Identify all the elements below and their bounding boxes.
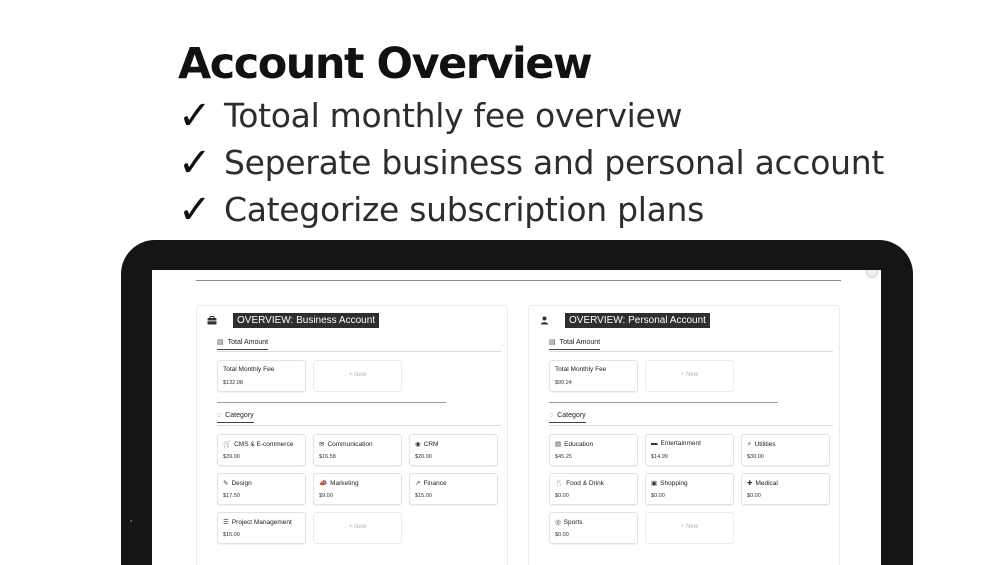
- category-value: $0.00: [555, 532, 569, 538]
- mail-icon: ✉: [319, 441, 325, 448]
- category-name: Project Management: [231, 518, 292, 526]
- document-icon: ▤: [217, 339, 224, 346]
- new-label: + New: [680, 372, 699, 378]
- category-name: Finance: [423, 479, 447, 487]
- total-monthly-fee-card[interactable]: [217, 360, 306, 392]
- check-icon: ✓: [178, 92, 212, 139]
- category-card-cms-ecommerce[interactable]: [217, 434, 306, 466]
- new-card-button[interactable]: [313, 360, 402, 392]
- panel-header: [537, 313, 710, 328]
- category-card-education[interactable]: [549, 434, 638, 466]
- headline: [178, 38, 884, 233]
- feature-text: Categorize subscription plans: [224, 190, 705, 229]
- category-card-marketing[interactable]: [313, 473, 402, 505]
- category-name: CMS & E-commerce: [234, 440, 294, 448]
- check-icon: ✓: [178, 186, 212, 233]
- briefcase-icon: [205, 315, 219, 327]
- category-value: $30.00: [747, 454, 764, 460]
- section-divider: [549, 402, 778, 403]
- category-card-medical[interactable]: [741, 473, 830, 505]
- category-name: CRM: [423, 440, 439, 448]
- category-value: $0.00: [555, 493, 569, 499]
- new-label: + New: [348, 372, 367, 378]
- car-icon: ▬: [651, 440, 658, 447]
- new-card-button[interactable]: [645, 360, 734, 392]
- feature-text: Seperate business and personal account: [224, 143, 884, 182]
- category-value: $15.00: [415, 493, 432, 499]
- section-divider: [217, 402, 446, 403]
- loading-icon: ◌: [549, 412, 554, 419]
- category-card-design[interactable]: [217, 473, 306, 505]
- tab-category[interactable]: [549, 412, 586, 423]
- category-value: $39.00: [223, 454, 240, 460]
- category-name: Food & Drink: [566, 479, 605, 487]
- laptop-screen: [152, 270, 881, 565]
- document-icon: ▤: [549, 339, 556, 346]
- card-value: $90.24: [555, 380, 572, 386]
- category-card-utilities[interactable]: [741, 434, 830, 466]
- feature-item: [178, 92, 884, 139]
- category-name: Sports: [563, 518, 583, 526]
- tab-total-amount[interactable]: [217, 338, 268, 350]
- category-card-project-management[interactable]: [217, 512, 306, 544]
- food-icon: 🍴: [555, 480, 564, 487]
- design-icon: ✎: [223, 480, 229, 487]
- panel-header: [205, 313, 379, 328]
- scroll-indicator[interactable]: [866, 270, 878, 278]
- category-name: Marketing: [330, 479, 359, 487]
- category-name: Entertainment: [660, 440, 701, 447]
- book-icon: ▤: [555, 441, 562, 448]
- tab-underline: [217, 425, 501, 426]
- category-card-crm[interactable]: [409, 434, 498, 466]
- category-name: Medical: [755, 479, 778, 487]
- new-label: + New: [348, 524, 367, 530]
- category-name: Education: [564, 440, 594, 448]
- new-category-button[interactable]: [313, 512, 402, 544]
- new-category-button[interactable]: [645, 512, 734, 544]
- tab-label: Category: [557, 412, 586, 419]
- category-card-entertainment[interactable]: [645, 434, 734, 466]
- cart-icon: 🛒: [223, 441, 232, 448]
- category-card-food-drink[interactable]: [549, 473, 638, 505]
- card-value: $132.08: [223, 380, 243, 386]
- tab-category[interactable]: [217, 412, 254, 423]
- tab-label: Total Amount: [227, 338, 269, 346]
- category-value: $15.00: [223, 532, 240, 538]
- category-card-finance[interactable]: [409, 473, 498, 505]
- sports-icon: ◎: [555, 519, 561, 526]
- category-card-shopping[interactable]: [645, 473, 734, 505]
- panel-title: OVERVIEW: Business Account: [233, 313, 379, 328]
- category-value: $0.00: [747, 493, 761, 499]
- category-name: Shopping: [660, 479, 688, 487]
- feature-item: [178, 186, 884, 233]
- category-value: $0.00: [651, 493, 665, 499]
- category-name: Design: [231, 479, 252, 487]
- crm-icon: ◉: [415, 441, 421, 448]
- business-account-panel: [196, 305, 508, 565]
- category-value: $16.58: [319, 454, 336, 460]
- feature-text: Totoal monthly fee overview: [224, 96, 683, 135]
- category-value: $20.00: [415, 454, 432, 460]
- total-monthly-fee-card[interactable]: [549, 360, 638, 392]
- category-value: $45.25: [555, 454, 572, 460]
- panel-title: OVERVIEW: Personal Account: [565, 313, 710, 328]
- category-card-communication[interactable]: [313, 434, 402, 466]
- chart-icon: ↗: [415, 480, 421, 487]
- feature-item: [178, 139, 884, 186]
- card-title: Total Monthly Fee: [223, 366, 275, 373]
- category-value: $17.50: [223, 493, 240, 499]
- tab-underline: [217, 351, 501, 352]
- megaphone-icon: 📣: [319, 480, 328, 487]
- category-card-sports[interactable]: [549, 512, 638, 544]
- category-value: $14.99: [651, 454, 668, 460]
- utilities-icon: ⚡: [747, 441, 752, 448]
- category-value: $9.00: [319, 493, 333, 499]
- personal-account-panel: [528, 305, 840, 565]
- user-icon: [537, 315, 551, 327]
- check-icon: ✓: [178, 139, 212, 186]
- page-divider: [196, 280, 841, 281]
- loading-icon: ◌: [217, 412, 222, 419]
- webcam-indicator: ▪: [130, 518, 133, 525]
- new-label: + New: [680, 524, 699, 530]
- tab-underline: [549, 425, 833, 426]
- feature-list: [178, 92, 884, 233]
- card-title: Total Monthly Fee: [555, 366, 607, 373]
- page-title: Account Overview: [178, 39, 592, 89]
- category-name: Communication: [327, 440, 373, 448]
- category-name: Utilities: [754, 440, 776, 448]
- tab-underline: [549, 351, 833, 352]
- bag-icon: ▣: [651, 480, 658, 487]
- checklist-icon: ☰: [223, 519, 229, 526]
- medical-icon: ✚: [747, 480, 753, 487]
- tab-label: Category: [225, 412, 254, 419]
- tab-label: Total Amount: [559, 338, 601, 346]
- tab-total-amount[interactable]: [549, 338, 600, 350]
